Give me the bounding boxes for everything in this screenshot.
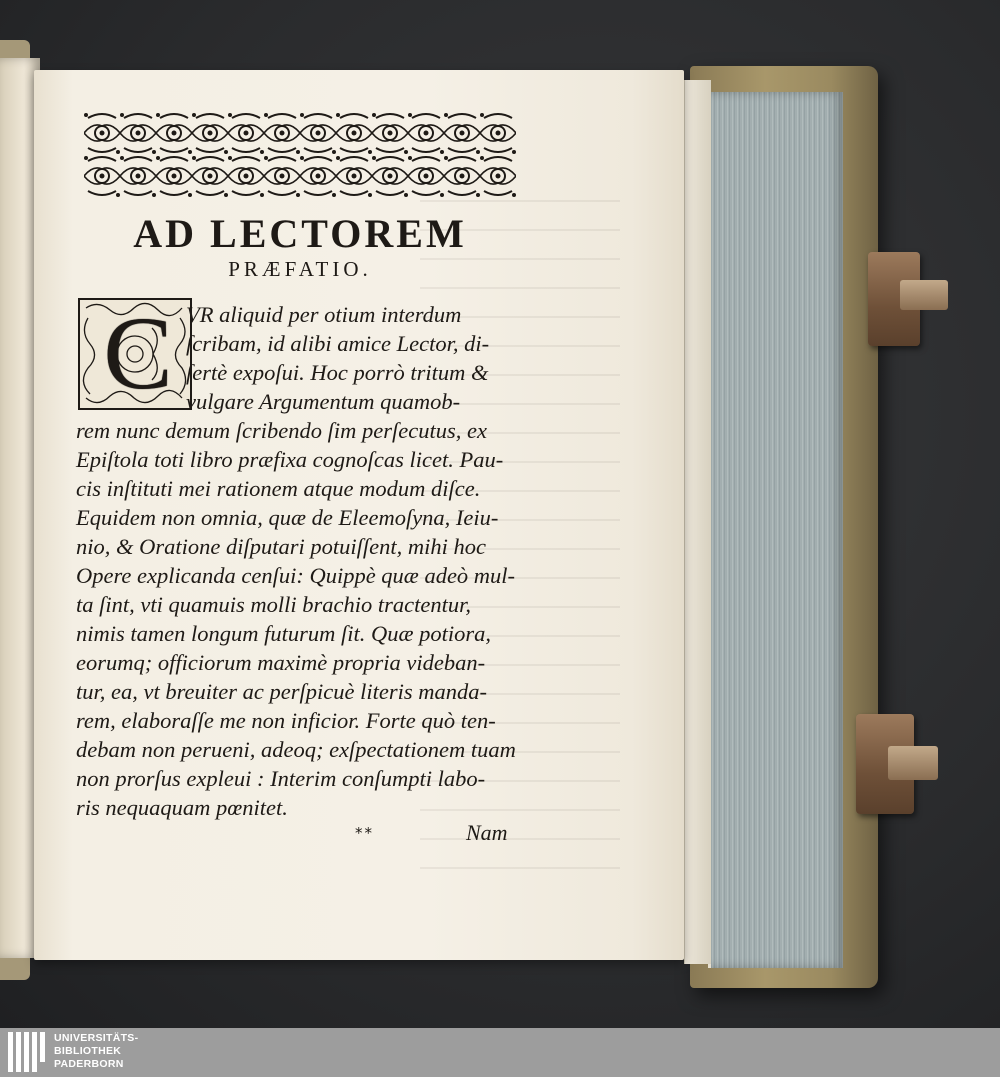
- text-line: tur, ea, vt breuiter ac perſpicuè literis manda-: [76, 679, 487, 704]
- text-line: Epiſtola toti libro præfixa cognoſcas licet. Pau-: [76, 447, 504, 472]
- initial-letter: C: [103, 296, 173, 411]
- text-line: ris nequaquam pœnitet.: [76, 795, 288, 820]
- text-line: nio, & Oratione diſputari potuiſſent, mihi hoc: [76, 534, 486, 559]
- upper-clasp-pin: [900, 280, 948, 310]
- library-logo-icon: [8, 1032, 46, 1072]
- page-subtitle: PRÆFATIO.: [228, 257, 372, 281]
- text-line: Equidem non omnia, quæ de Eleemoſyna, Ieiu-: [76, 505, 499, 530]
- text-line: rem, elaboraſſe me non inficior. Forte quò ten-: [76, 708, 496, 733]
- logo-line: PADERBORN: [54, 1058, 124, 1070]
- text-line: non prorſus expleui : Interim conſumpti labo-: [76, 766, 486, 791]
- text-line: Opere explicanda cenſui: Quippè quæ adeò mul-: [76, 563, 516, 588]
- logo-line: BIBLIOTHEK: [54, 1045, 122, 1057]
- text-line: rem nunc demum ſcribendo ſim perſecutus, ex: [76, 418, 487, 443]
- logo-line: UNIVERSITÄTS-: [54, 1032, 139, 1044]
- text-line: debam non perueni, adeoq; exſpectationem tuam: [76, 737, 516, 762]
- text-line: VR aliquid per otium interdum: [186, 302, 462, 327]
- catchword: Nam: [466, 820, 508, 845]
- page-stack: [684, 80, 711, 964]
- text-line: eorumq; officiorum maximè propria videban-: [76, 650, 486, 675]
- text-line: ſcribam, id alibi amice Lector, di-: [186, 331, 490, 356]
- text-line: cis inſtituti mei rationem atque modum diſce.: [76, 476, 481, 501]
- headpiece-ornament: [84, 112, 516, 198]
- signature-mark: **: [355, 824, 374, 842]
- library-logo-text: [54, 1032, 138, 1071]
- text-line: ta ſint, vti quamuis molli brachio tractentur,: [76, 592, 471, 617]
- library-footer-bar: [0, 1028, 1000, 1077]
- text-line: nimis tamen longum futurum ſit. Quæ potiora,: [76, 621, 492, 646]
- text-line: ſertè expoſui. Hoc porrò tritum &: [186, 360, 489, 385]
- text-line: vulgare Argumentum quamob-: [186, 389, 461, 414]
- page-title: AD LECTOREM: [133, 211, 467, 256]
- page-edges: [708, 92, 843, 968]
- lower-clasp-pin: [888, 746, 938, 780]
